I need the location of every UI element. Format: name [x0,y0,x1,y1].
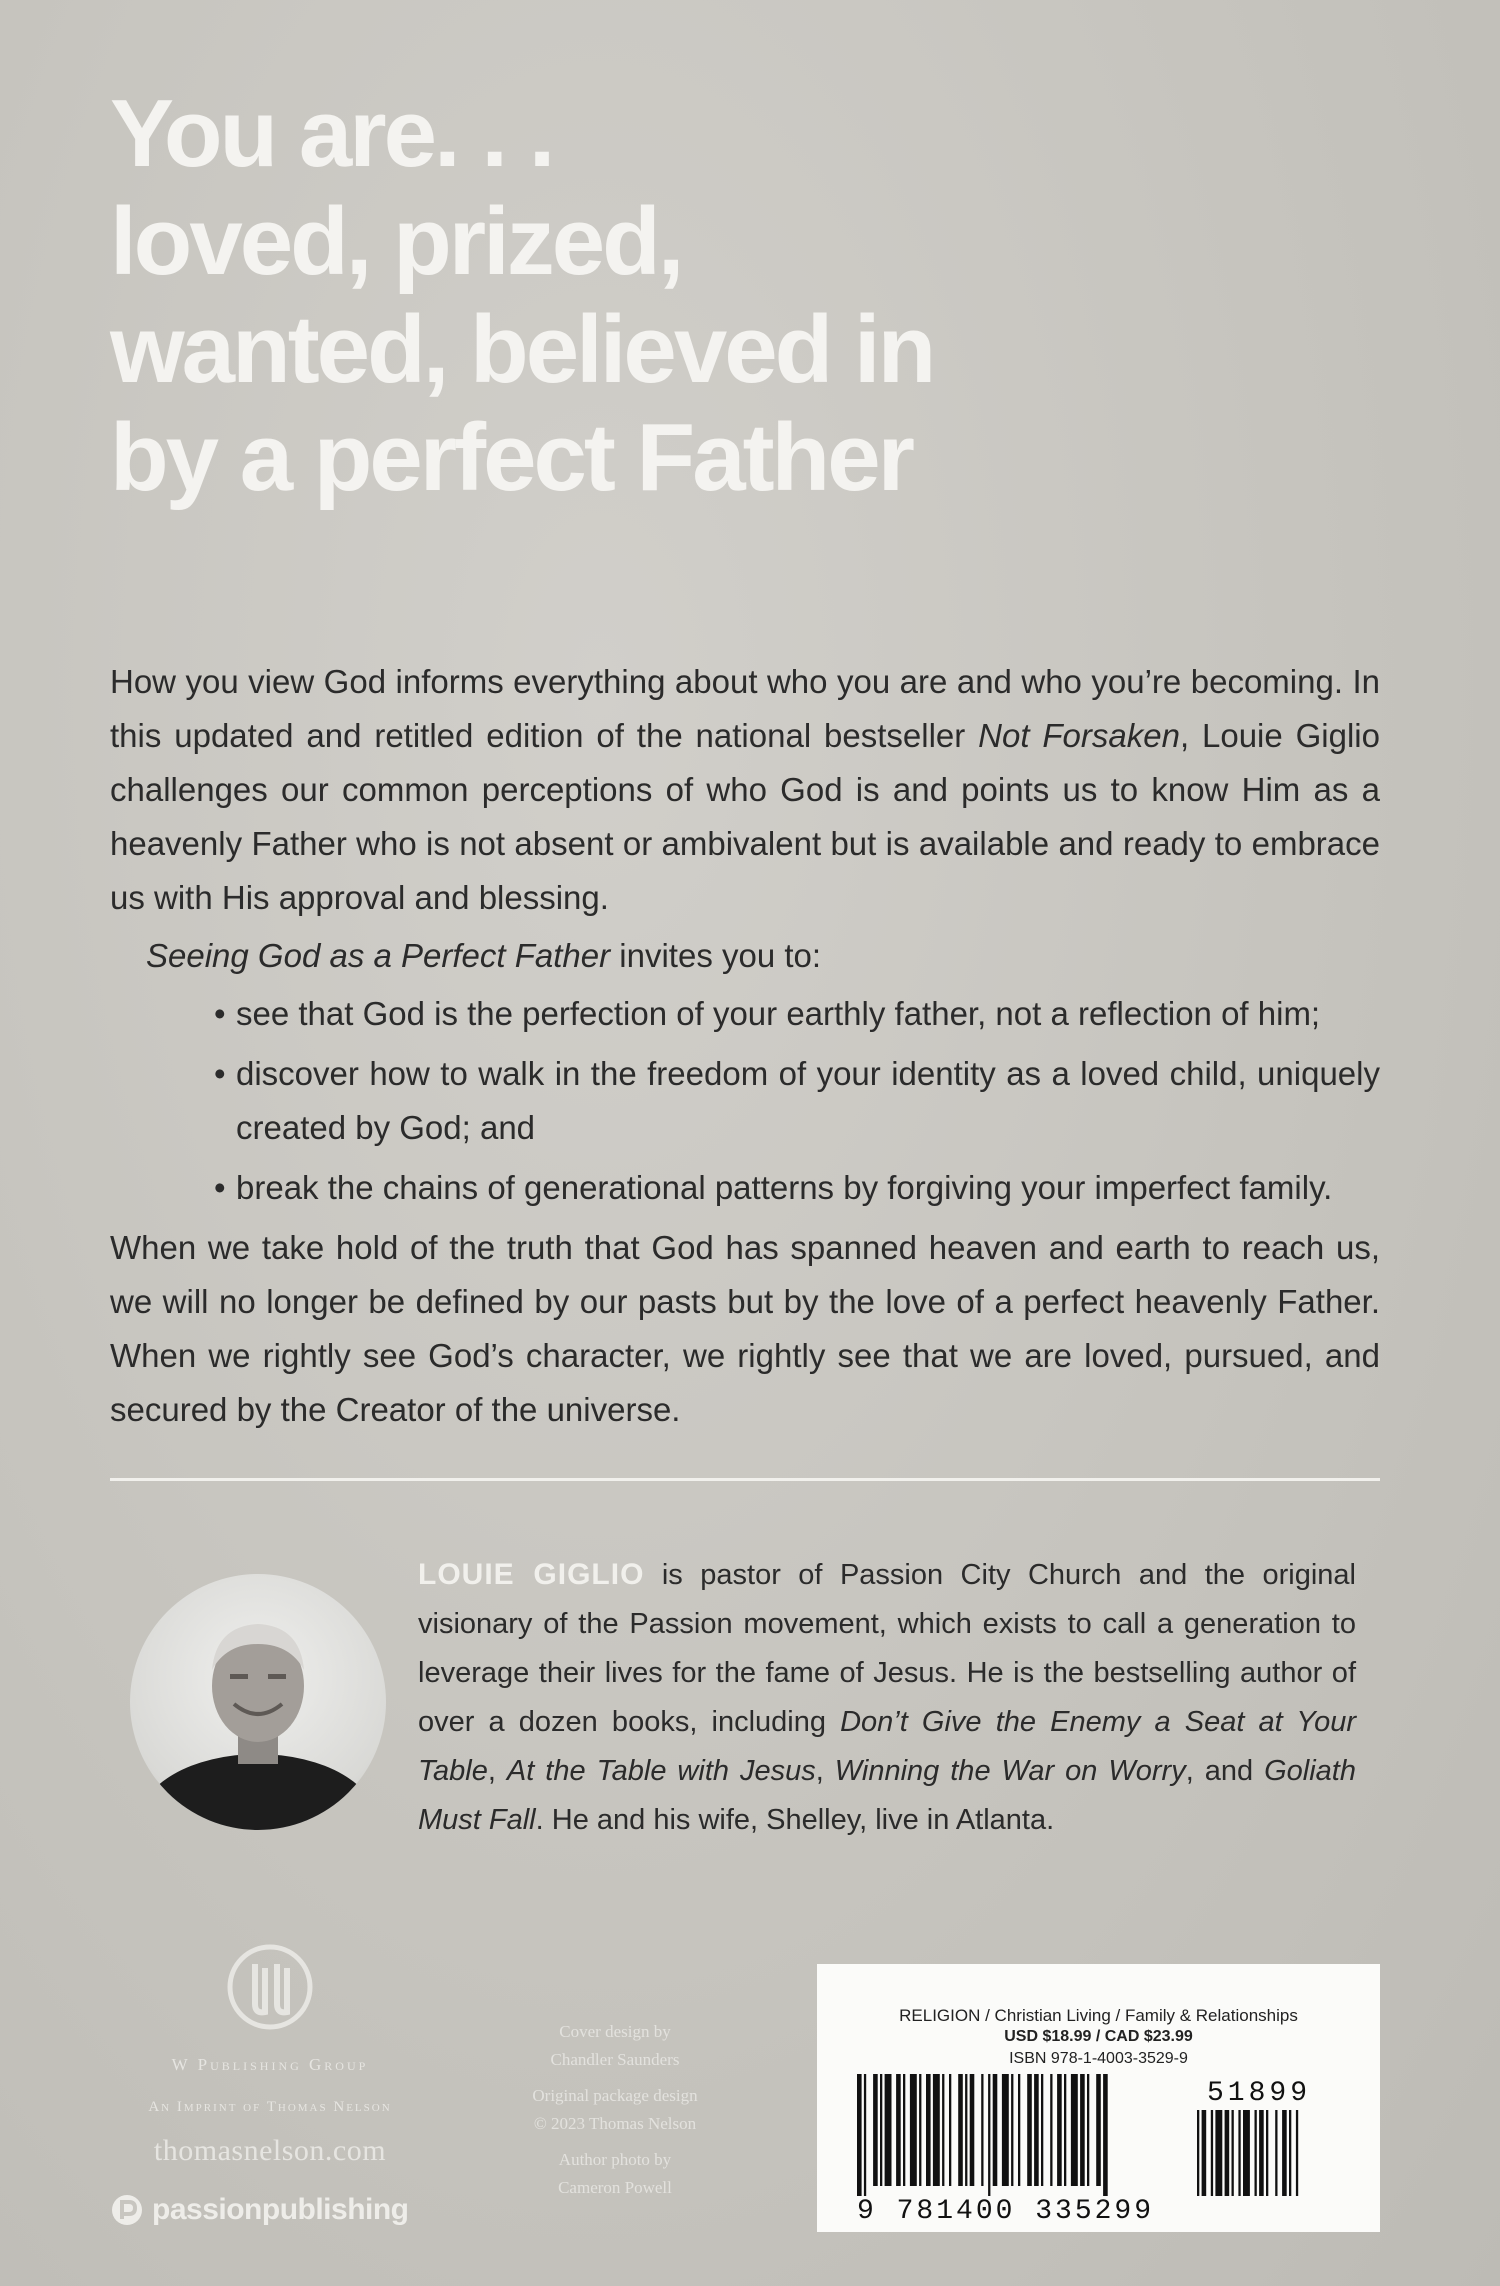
barcode-bar [1211,2110,1213,2196]
headline-line-2: loved, prized, [110,188,682,295]
credit-line: Original package design [532,2086,698,2105]
benefits-list [214,987,1380,1215]
list-item: • see that God is the perfection of your earthly father, not a reflection of him; [214,987,1380,1041]
headline [110,80,1360,512]
author-name: LOUIE GIGLIO [418,1558,645,1591]
barcode-main-bars [857,2074,1108,2196]
list-item: • break the chains of generational patterns by forgiving your imperfect family. [214,1161,1380,1215]
barcode-bar [1096,2074,1101,2186]
barcode-bar [1197,2110,1199,2196]
publisher-block [100,1942,440,2168]
description-text: , Louie Giglio challenges our common perceptions of who God is and points us to know Him as a heavenly Father who is not absent or ambivalent but is available and ready to embrace us with His approval and blessing. [110,717,1380,916]
barcode-bar [873,2074,878,2186]
barcode-bar [1238,2110,1240,2196]
book-title: Goliath Must Fall [418,1755,1356,1836]
barcode-bar [1232,2110,1234,2196]
bisac-category: RELIGION / Christian Living / Family & Relationships [899,2006,1298,2025]
credit-line: Chandler Saunders [550,2050,680,2069]
barcode-bar [864,2074,866,2196]
barcode-bar [1296,2110,1298,2196]
description-text: How you view God informs everything about who you are and who you’re becoming. In this updated and retitled edition of the national bestseller [110,663,1380,754]
barcode-bar [880,2074,882,2186]
credit-line: Cover design by [559,2022,671,2041]
cover-design-credit [500,2018,730,2074]
package-design-credit [500,2082,730,2138]
bio-text: is pastor of Passion City Church and the original visionary of the Passion movement, which exists to call a generation to leverage their lives for the fame of Jesus. He is the bestselling author of over a dozen books, including [418,1559,1356,1738]
price-label: USD $18.99 / CAD $23.99 [1004,2028,1193,2045]
credit-line: Author photo by [558,2150,672,2169]
description-paragraph-3: When we take hold of the truth that God has spanned heaven and earth to reach us, we will no longer be defined by our pasts but by the love of a perfect heavenly Father. When we rightly see God’s character, we rightly see that we are loved, pursued, and secured by the Creator of the universe. [110,1229,1380,1428]
barcode-bar [1057,2074,1062,2186]
barcode-bar [857,2074,862,2196]
barcode-addon-bars [1197,2110,1298,2196]
credit-line: Cameron Powell [558,2178,672,2197]
headline-line-4: by a perfect Father [110,404,912,511]
list-item: • discover how to walk in the freedom of your identity as a loved child, uniquely created by God; and [214,1047,1380,1155]
barcode-bar [1243,2110,1250,2196]
barcode-bar [1255,2110,1257,2196]
photo-credit [500,2146,730,2202]
barcode-bar [1080,2074,1085,2186]
author-portrait-icon [130,1574,386,1830]
headline-line-1: You are. . . [110,80,553,187]
section-divider [110,1478,1380,1481]
barcode-bar [1064,2074,1066,2186]
barcode-bar [1259,2110,1264,2196]
book-title: Winning the War on Worry [834,1755,1186,1787]
barcode-bar [1103,2074,1108,2196]
headline-line-3: wanted, believed in [110,296,934,403]
description [110,655,1380,1437]
barcode-bar [970,2074,975,2186]
book-title: At the Table with Jesus [506,1755,816,1787]
description-paragraph-2 [110,929,1380,983]
barcode-bar [926,2074,931,2186]
bio-text: . He and his wife, Shelley, live in Atlanta. [535,1804,1055,1836]
barcode-bar [958,2074,963,2186]
book-title: Don’t Give the Enemy a Seat at Your Table [418,1706,1356,1787]
book-title-seeing-god: Seeing God as a Perfect Father [146,937,611,974]
barcode-bar [933,2074,940,2186]
author-photo [130,1574,386,1830]
barcode-bar [1034,2074,1039,2186]
isbn-label: ISBN 978-1-4003-3529-9 [1009,2050,1188,2067]
barcode-bar [1225,2110,1230,2196]
barcode-bar [919,2074,921,2186]
barcode-addon-digits: 51899 [1206,2078,1311,2109]
barcode-bar [1018,2074,1020,2186]
barcode-bar [981,2074,983,2186]
bio-text: , and [1185,1755,1265,1787]
credit-line: © 2023 Thomas Nelson [533,2114,697,2133]
barcode-bar [1266,2110,1268,2196]
barcode-bar [1050,2074,1052,2186]
barcode-bar [1011,2074,1013,2186]
barcode-bar [942,2074,944,2186]
barcode-bar [1027,2074,1032,2186]
publisher-group: W Publishing Group [171,2055,369,2074]
book-title-not-forsaken: Not Forsaken [978,717,1180,754]
barcode-bar [993,2074,998,2186]
barcode-bar [896,2074,901,2186]
barcode-bar [1087,2074,1089,2186]
barcode-bar [1289,2110,1291,2196]
barcode-label [817,1964,1380,2232]
publisher-url: thomasnelson.com [153,2134,387,2167]
passion-p-icon [110,2193,144,2227]
barcode-bar [1202,2110,1207,2196]
barcode-bar [1071,2074,1078,2186]
barcode-bar [1041,2074,1043,2186]
barcode-bar [1002,2074,1009,2186]
description-paragraph-1 [110,655,1380,925]
barcode-bar [1275,2110,1277,2196]
barcode-bar [1215,2110,1222,2196]
w-publishing-logo-icon [225,1942,315,2032]
barcode-bar [988,2074,990,2196]
publisher-imprint: An Imprint of Thomas Nelson [148,2099,392,2115]
bio-text: , [815,1755,835,1787]
author-bio [418,1550,1356,1845]
design-credits [500,2018,730,2210]
barcode-bar [885,2074,892,2186]
barcode-bar [1282,2110,1287,2196]
barcode-bar [910,2074,917,2186]
passion-publishing-label: passionpublishing [152,2193,409,2226]
barcode-bar [965,2074,967,2186]
barcode-bar [903,2074,905,2186]
description-text: invites you to: [610,937,822,974]
barcode-bar [949,2074,951,2186]
bio-text: , [487,1755,507,1787]
passion-publishing-logo [110,2193,409,2227]
barcode-main-digits: 9 781400 335299 [857,2196,1155,2227]
